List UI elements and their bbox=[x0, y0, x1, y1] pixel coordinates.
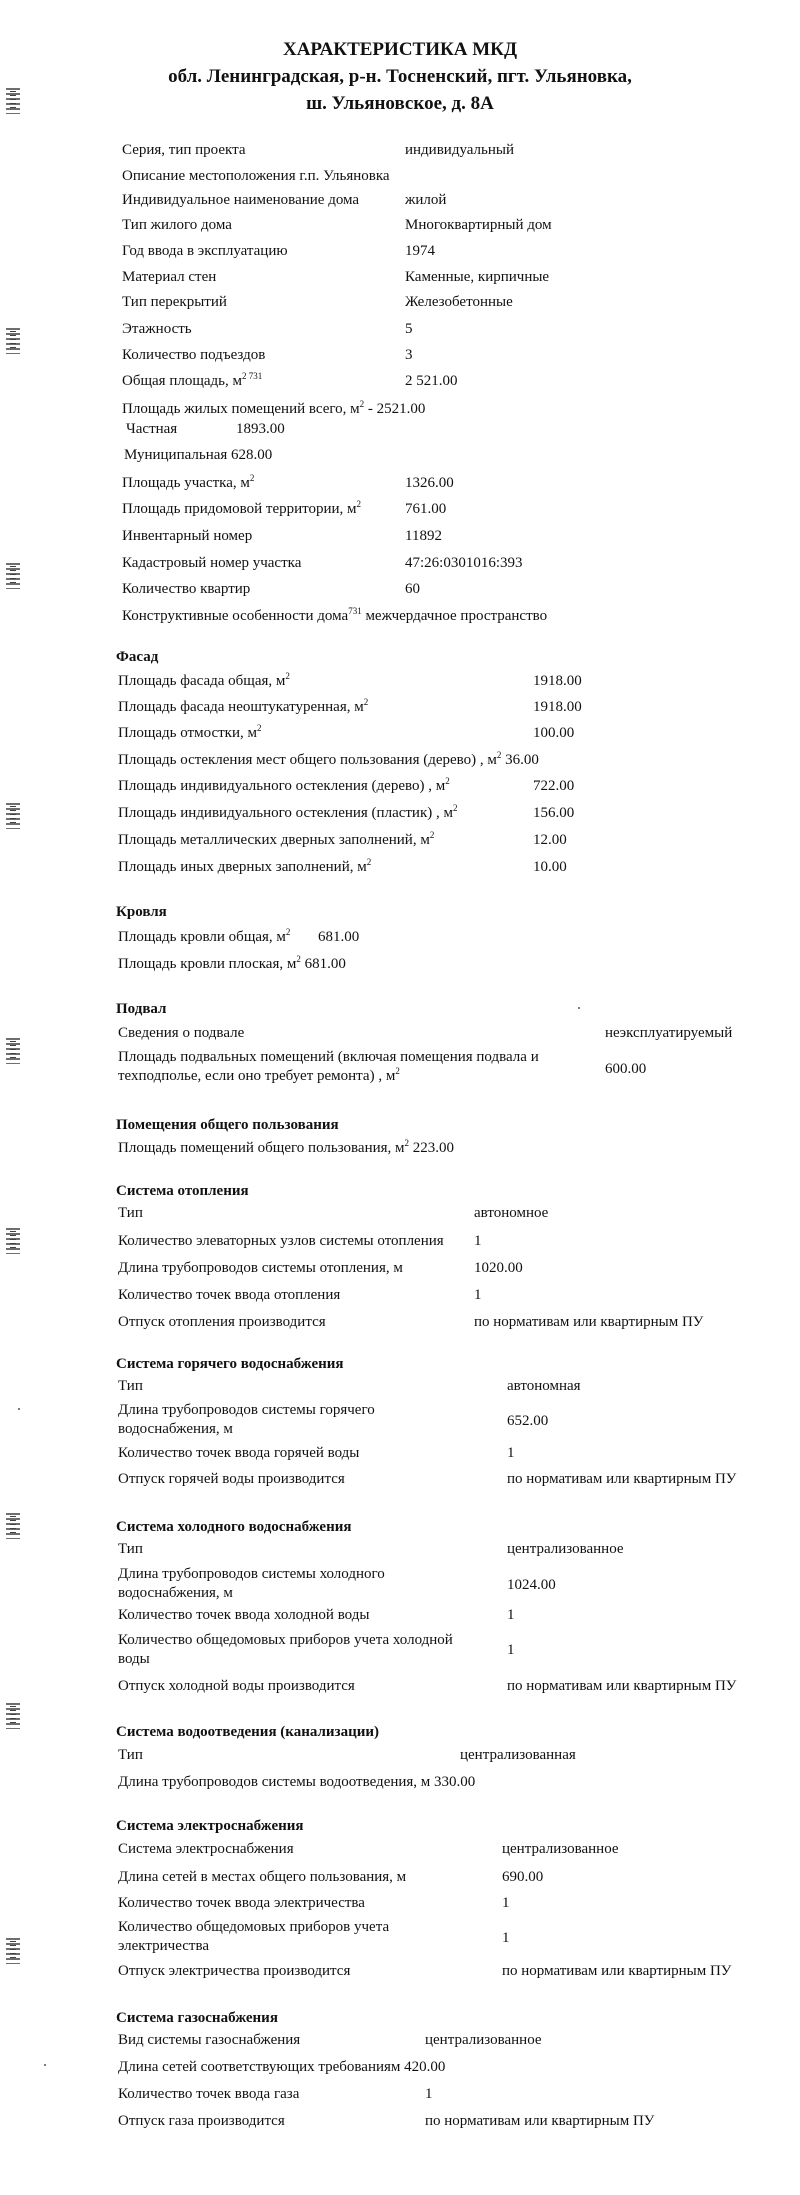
common-heading: Помещения общего пользования bbox=[116, 1117, 339, 1133]
scan-mark bbox=[6, 803, 20, 829]
hot-water-heading: Система горячего водоснабжения bbox=[116, 1356, 344, 1372]
heating-release-value: по нормативам или квартирным ПУ bbox=[474, 1314, 704, 1330]
electric-heading: Система электроснабжения bbox=[116, 1818, 304, 1834]
roof-total-row bbox=[118, 928, 290, 947]
cold-water-meters-label: Количество общедомовых приборов учета холодной воды bbox=[118, 1632, 453, 1667]
living-area-label: Площадь жилых помещений всего, м bbox=[122, 401, 360, 417]
facade-row-value: 722.00 bbox=[533, 778, 575, 794]
total-area-label bbox=[122, 372, 262, 391]
facade-row-text: Площадь остекления мест общего пользования (дерево) , м bbox=[118, 752, 497, 768]
hot-water-inputs-value: 1 bbox=[507, 1445, 515, 1461]
scan-dust bbox=[578, 1007, 580, 1009]
house-type-value: Многоквартирный дом bbox=[405, 217, 552, 233]
roof-total-sup: 2 bbox=[285, 927, 291, 937]
plot-area-value: 1326.00 bbox=[405, 475, 454, 491]
facade-row-text: Площадь фасада неоштукатуренная, м bbox=[118, 699, 364, 715]
facade-row-label bbox=[118, 672, 290, 691]
electric-inputs-label: Количество точек ввода электричества bbox=[118, 1895, 365, 1911]
year-label: Год ввода в эксплуатацию bbox=[122, 243, 288, 259]
name-value: жилой bbox=[405, 192, 447, 208]
roof-total-label: Площадь кровли общая, м bbox=[118, 929, 286, 945]
cadastral-label: Кадастровый номер участка bbox=[122, 555, 302, 571]
cold-water-type-label: Тип bbox=[118, 1541, 143, 1557]
scan-dust bbox=[18, 1408, 20, 1410]
facade-row-label bbox=[118, 777, 450, 796]
plot-area-label bbox=[122, 474, 254, 493]
hot-water-type-label: Тип bbox=[118, 1378, 143, 1394]
cold-water-release-label: Отпуск холодной воды производится bbox=[118, 1678, 355, 1694]
facade-row-sup: 2 bbox=[257, 723, 262, 733]
gas-type-label: Вид системы газоснабжения bbox=[118, 2032, 301, 2048]
cold-water-inputs-value: 1 bbox=[507, 1607, 515, 1623]
facade-row-label bbox=[118, 751, 539, 770]
scan-mark bbox=[6, 1228, 20, 1254]
sewage-type-value: централизованная bbox=[460, 1747, 576, 1763]
heating-type-label: Тип bbox=[118, 1205, 143, 1221]
facade-row-sup: 2 bbox=[496, 750, 502, 760]
gas-inputs-value: 1 bbox=[425, 2086, 433, 2102]
sewage-pipes-row: Длина трубопроводов системы водоотведения, м 330.00 bbox=[118, 1774, 476, 1790]
roof-flat-sup: 2 bbox=[296, 954, 301, 964]
common-area-value: 223.00 bbox=[409, 1140, 455, 1156]
facade-row-value: 12.00 bbox=[533, 832, 567, 848]
electric-system-value: централизованное bbox=[502, 1841, 619, 1857]
roof-total-value: 681.00 bbox=[318, 929, 360, 945]
cold-water-pipes-label: Длина трубопроводов системы холодного водоснабжения, м bbox=[118, 1566, 385, 1601]
hot-water-release-label: Отпуск горячей воды производится bbox=[118, 1471, 345, 1487]
doc-title-line-2: обл. Ленинградская, р-н. Тосненский, пгт. Ульяновка, bbox=[168, 66, 632, 87]
facade-row-text: Площадь фасада общая, м bbox=[118, 673, 286, 689]
heating-inputs-value: 1 bbox=[474, 1287, 482, 1303]
facade-row-value: 10.00 bbox=[533, 859, 567, 875]
electric-system-label: Система электроснабжения bbox=[118, 1841, 294, 1857]
roof-flat-value: 681.00 bbox=[300, 956, 346, 972]
facade-row-value: 100.00 bbox=[533, 725, 575, 741]
cadastral-value: 47:26:0301016:393 bbox=[405, 555, 523, 571]
basement-info-label: Сведения о подвале bbox=[118, 1025, 245, 1041]
location-row: Описание местоположения г.п. Ульяновка bbox=[122, 168, 390, 184]
common-area-sup: 2 bbox=[404, 1138, 410, 1148]
facade-row-sup: 2 bbox=[429, 830, 435, 840]
facade-row-label bbox=[118, 724, 262, 743]
cold-water-release-value: по нормативам или квартирным ПУ bbox=[507, 1678, 737, 1694]
name-label: Индивидуальное наименование дома bbox=[122, 192, 360, 208]
basement-area-value: 600.00 bbox=[605, 1061, 647, 1077]
roof-flat-label: Площадь кровли плоская, м bbox=[118, 956, 297, 972]
year-value: 1974 bbox=[405, 243, 435, 259]
facade-row-label bbox=[118, 804, 458, 823]
facade-row-sup: 2 bbox=[363, 697, 369, 707]
facade-row-sup: 2 bbox=[445, 776, 450, 786]
private-label: Частная bbox=[126, 421, 178, 437]
gas-heading: Система газоснабжения bbox=[116, 2010, 278, 2026]
inventory-value: 11892 bbox=[405, 528, 442, 544]
plot-area-sup: 2 bbox=[249, 473, 255, 483]
apartments-value: 60 bbox=[405, 581, 420, 597]
heating-inputs-label: Количество точек ввода отопления bbox=[118, 1287, 341, 1303]
series-value: индивидуальный bbox=[405, 142, 515, 158]
yard-area-label bbox=[122, 500, 361, 519]
facade-row-value: 1918.00 bbox=[533, 673, 582, 689]
roof-heading: Кровля bbox=[116, 904, 167, 920]
storeys-label: Этажность bbox=[122, 321, 192, 337]
heating-nodes-label: Количество элеваторных узлов системы отопления bbox=[118, 1233, 444, 1249]
facade-row-sup: 2 bbox=[453, 803, 458, 813]
sewage-type-label: Тип bbox=[118, 1747, 143, 1763]
scan-mark bbox=[6, 563, 20, 589]
roof-flat-row bbox=[118, 955, 346, 974]
slabs-value: Железобетонные bbox=[405, 294, 513, 310]
total-area-value: 2 521.00 bbox=[405, 373, 458, 389]
facade-row-text: Площадь отмостки, м bbox=[118, 725, 257, 741]
gas-length-row: Длина сетей соответствующих требованиям 420.00 bbox=[118, 2059, 446, 2075]
facade-row-text: Площадь индивидуального остекления (пластик) , м bbox=[118, 805, 453, 821]
private-value: 1893.00 bbox=[236, 421, 285, 437]
plot-area-text: Площадь участка, м bbox=[122, 475, 250, 491]
entrances-label: Количество подъездов bbox=[122, 347, 266, 363]
hot-water-inputs-label: Количество точек ввода горячей воды bbox=[118, 1445, 360, 1461]
heating-pipes-value: 1020.00 bbox=[474, 1260, 523, 1276]
sewage-heading: Система водоотведения (канализации) bbox=[116, 1724, 379, 1740]
heating-heading: Система отопления bbox=[116, 1183, 249, 1199]
yard-area-value: 761.00 bbox=[405, 501, 447, 517]
basement-area-label bbox=[118, 1048, 588, 1086]
facade-row-text: Площадь индивидуального остекления (дерево) , м bbox=[118, 778, 446, 794]
walls-label: Материал стен bbox=[122, 269, 217, 285]
hot-water-release-value: по нормативам или квартирным ПУ bbox=[507, 1471, 737, 1487]
electric-length-value: 690.00 bbox=[502, 1869, 544, 1885]
scan-mark bbox=[6, 1038, 20, 1064]
living-area-row bbox=[122, 400, 425, 419]
hot-water-pipes-label: Длина трубопроводов системы горячего водоснабжения, м bbox=[118, 1402, 375, 1437]
construct-row bbox=[122, 607, 547, 626]
electric-meters-value: 1 bbox=[502, 1930, 510, 1946]
yard-area-text: Площадь придомовой территории, м bbox=[122, 501, 357, 517]
apartments-label: Количество квартир bbox=[122, 581, 251, 597]
walls-value: Каменные, кирпичные bbox=[405, 269, 550, 285]
doc-title-line-3: ш. Ульяновское, д. 8А bbox=[306, 93, 494, 114]
facade-row-label bbox=[118, 698, 368, 717]
cold-water-heading: Система холодного водоснабжения bbox=[116, 1519, 352, 1535]
living-area-value: - 2521.00 bbox=[364, 401, 426, 417]
total-area-sup: 2 731 bbox=[242, 371, 263, 381]
gas-release-label: Отпуск газа производится bbox=[118, 2113, 285, 2129]
total-area-text: Общая площадь, м bbox=[122, 373, 243, 389]
facade-row-label bbox=[118, 858, 371, 877]
hot-water-type-value: автономная bbox=[507, 1378, 581, 1394]
facade-row-sup: 2 bbox=[366, 857, 372, 867]
construct-value: межчердачное пространство bbox=[361, 608, 548, 624]
electric-release-label: Отпуск электричества производится bbox=[118, 1963, 351, 1979]
facade-row-value: 36.00 bbox=[501, 752, 539, 768]
gas-release-value: по нормативам или квартирным ПУ bbox=[425, 2113, 655, 2129]
construct-label: Конструктивные особенности дома bbox=[122, 608, 349, 624]
scan-mark bbox=[6, 328, 20, 354]
common-area-row bbox=[118, 1139, 454, 1158]
hot-water-pipes-value: 652.00 bbox=[507, 1413, 549, 1429]
electric-inputs-value: 1 bbox=[502, 1895, 510, 1911]
facade-row-text: Площадь металлических дверных заполнений, м bbox=[118, 832, 430, 848]
basement-heading: Подвал bbox=[116, 1001, 167, 1017]
facade-row-text: Площадь иных дверных заполнений, м bbox=[118, 859, 367, 875]
scan-mark bbox=[6, 1703, 20, 1729]
electric-release-value: по нормативам или квартирным ПУ bbox=[502, 1963, 732, 1979]
scan-mark bbox=[6, 1938, 20, 1964]
doc-title-line-1: ХАРАКТЕРИСТИКА МКД bbox=[282, 39, 518, 60]
slabs-label: Тип перекрытий bbox=[122, 294, 227, 310]
common-area-label: Площадь помещений общего пользования, м bbox=[118, 1140, 405, 1156]
heating-type-value: автономное bbox=[474, 1205, 549, 1221]
basement-area-sup: 2 bbox=[395, 1066, 400, 1076]
basement-info-value: неэксплуатируемый bbox=[605, 1025, 733, 1041]
heating-pipes-label: Длина трубопроводов системы отопления, м bbox=[118, 1260, 403, 1276]
gas-inputs-label: Количество точек ввода газа bbox=[118, 2086, 300, 2102]
facade-row-value: 1918.00 bbox=[533, 699, 582, 715]
scan-dust bbox=[44, 2064, 46, 2066]
entrances-value: 3 bbox=[405, 347, 413, 363]
heating-nodes-value: 1 bbox=[474, 1233, 482, 1249]
facade-row-label bbox=[118, 831, 434, 850]
cold-water-inputs-label: Количество точек ввода холодной воды bbox=[118, 1607, 370, 1623]
cold-water-meters-value: 1 bbox=[507, 1642, 515, 1658]
house-type-label: Тип жилого дома bbox=[122, 217, 232, 233]
scan-mark bbox=[6, 1513, 20, 1539]
electric-meters-label: Количество общедомовых приборов учета электричества bbox=[118, 1919, 390, 1954]
facade-row-sup: 2 bbox=[285, 671, 290, 681]
cold-water-pipes-value: 1024.00 bbox=[507, 1577, 556, 1593]
municipal-row: Муниципальная 628.00 bbox=[124, 447, 273, 463]
inventory-label: Инвентарный номер bbox=[122, 528, 253, 544]
facade-row-value: 156.00 bbox=[533, 805, 575, 821]
electric-length-label: Длина сетей в местах общего пользования, м bbox=[118, 1869, 407, 1885]
construct-sup: 731 bbox=[348, 606, 362, 616]
facade-heading: Фасад bbox=[116, 649, 159, 665]
yard-area-sup: 2 bbox=[356, 499, 362, 509]
cold-water-type-value: централизованное bbox=[507, 1541, 624, 1557]
living-area-sup: 2 bbox=[359, 399, 365, 409]
series-label: Серия, тип проекта bbox=[122, 142, 246, 158]
storeys-value: 5 bbox=[405, 321, 413, 337]
heating-release-label: Отпуск отопления производится bbox=[118, 1314, 326, 1330]
basement-area-text: Площадь подвальных помещений (включая помещения подвала и техподполье, если оно требует ремонта) , м bbox=[118, 1049, 539, 1084]
gas-type-value: централизованное bbox=[425, 2032, 542, 2048]
